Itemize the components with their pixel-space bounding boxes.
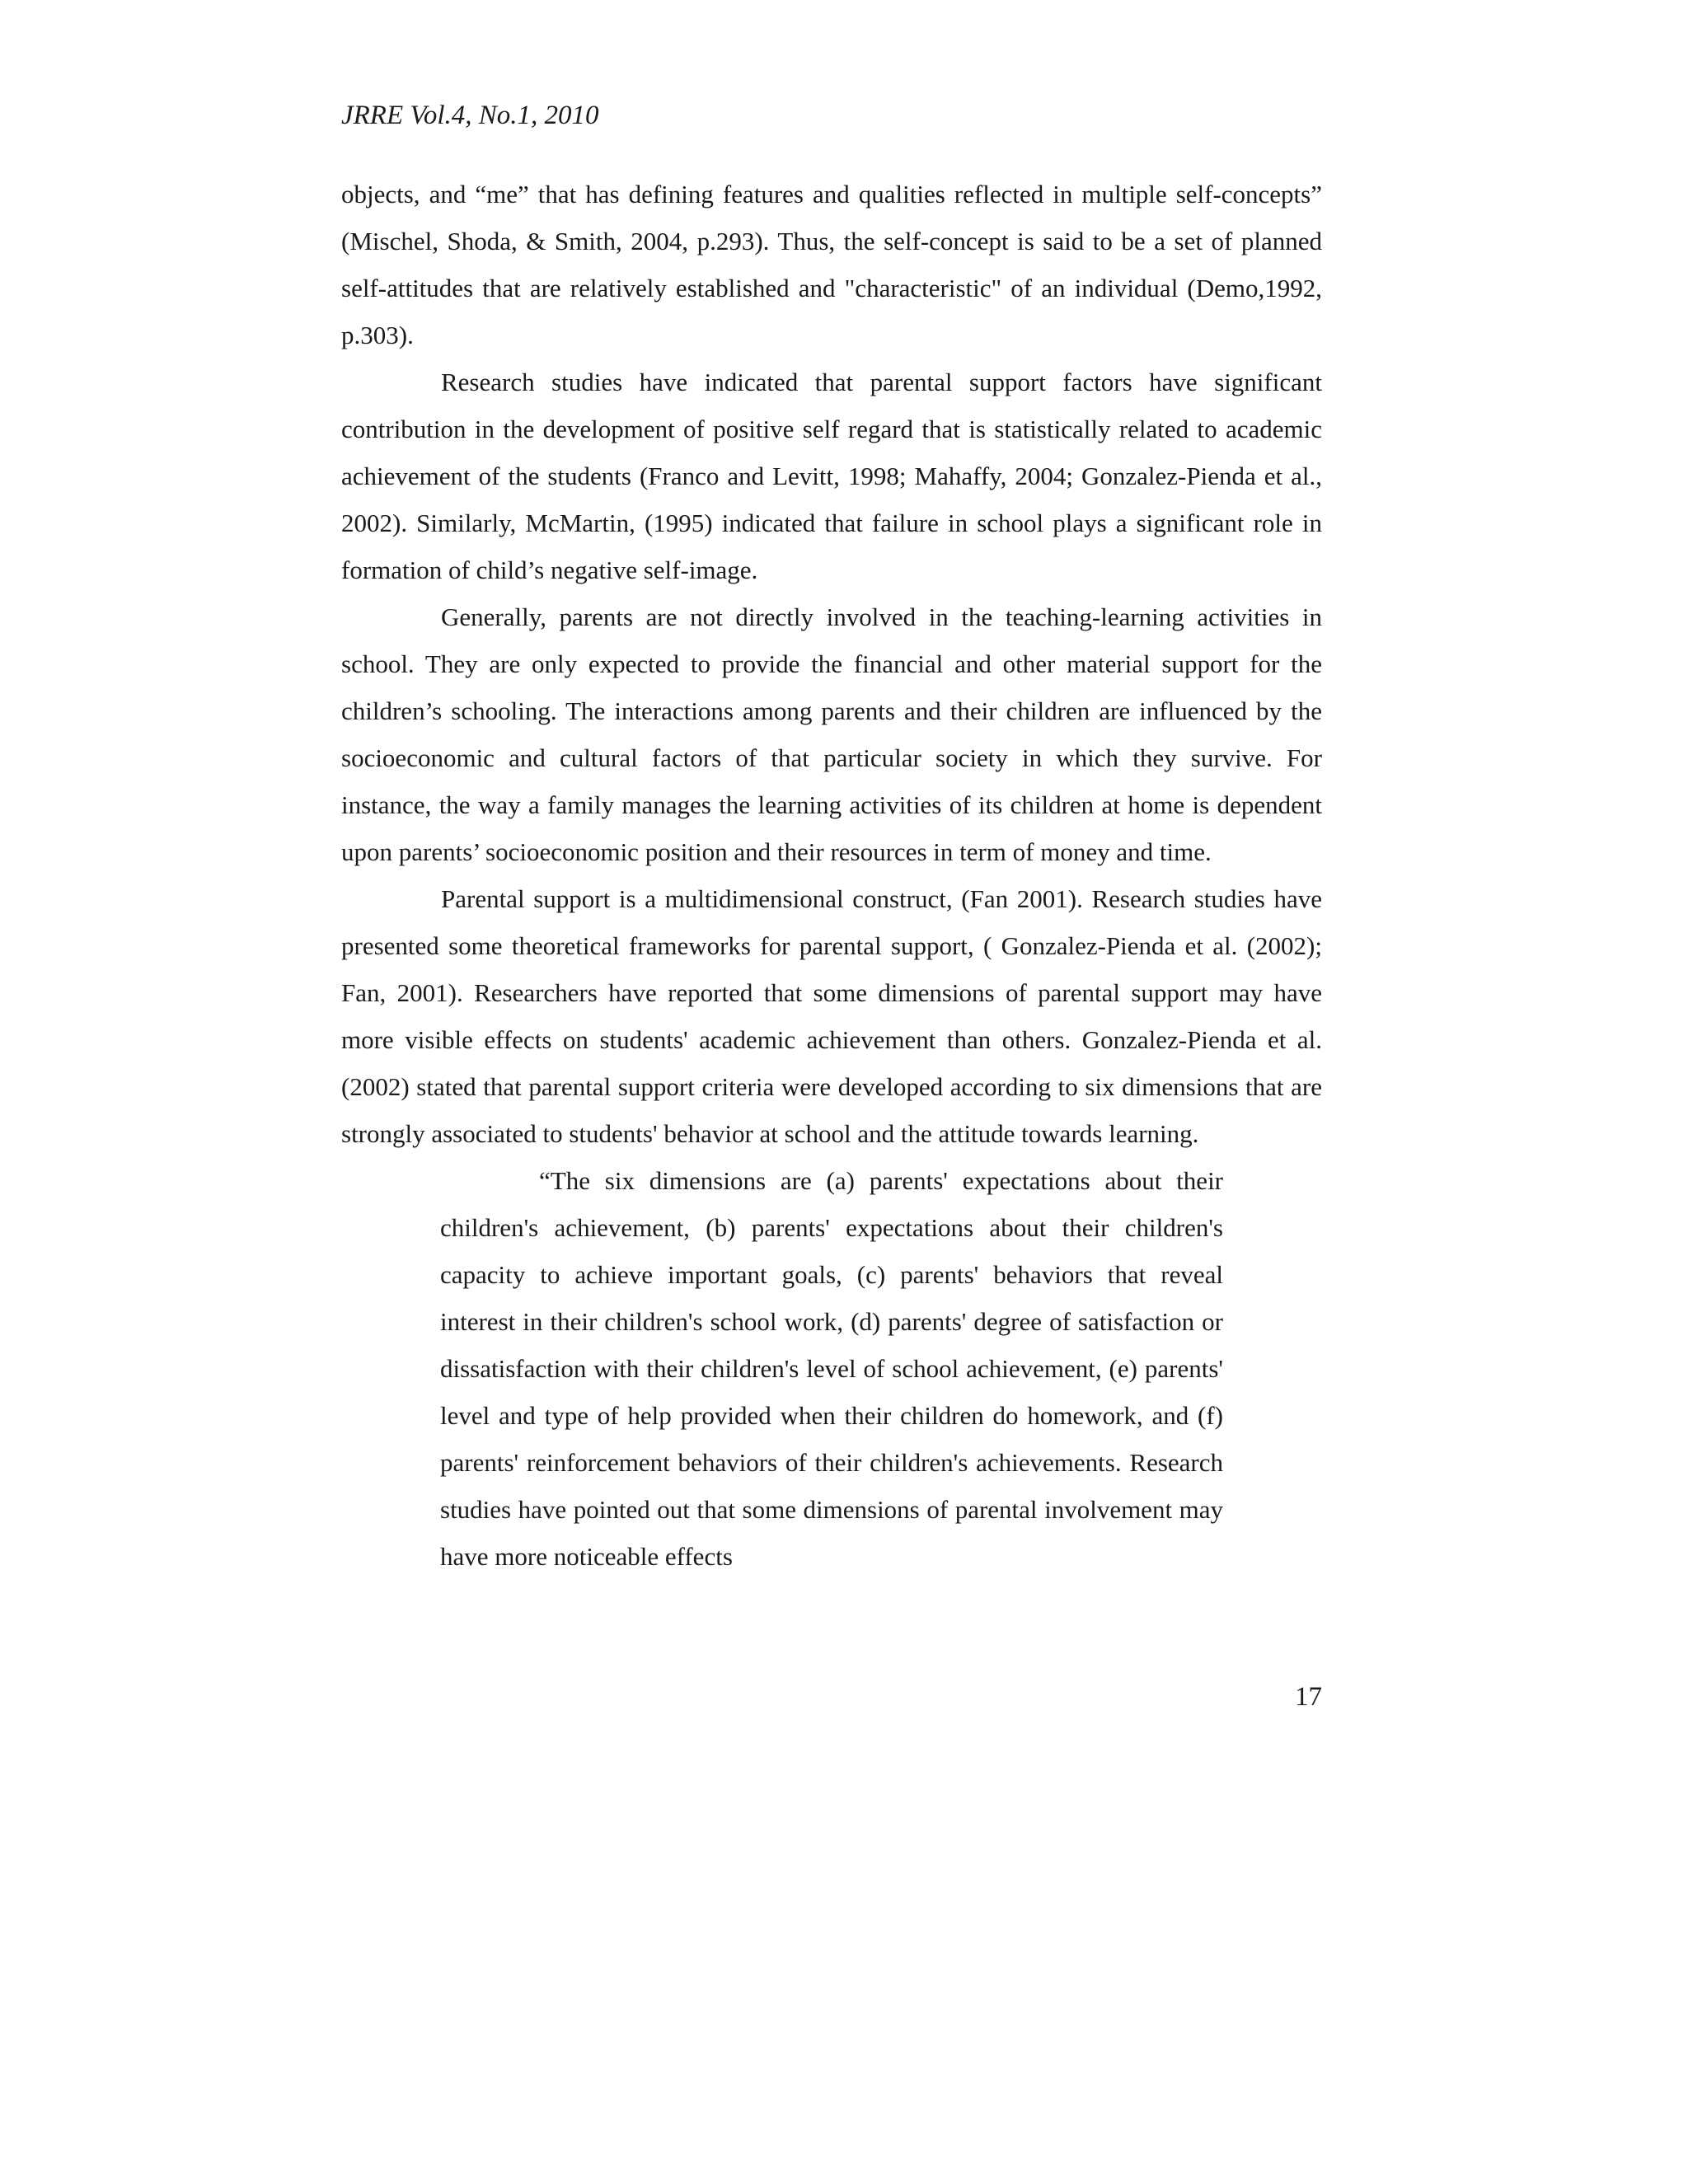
running-header: JRRE Vol.4, No.1, 2010: [341, 101, 599, 130]
paragraph-4: Parental support is a multidimensional construct, (Fan 2001). Research studies have presented some theoretical frameworks for parental support, ( Gonzalez-Pienda et al. (2002); Fan, 2001). Researchers have reported that some dimensions of parental support may have more visible effects on students' academic achievement than others. Gonzalez-Pienda et al. (2002) stated that parental support criteria were developed according to six dimensions that are strongly associated to students' behavior at school and the attitude towards learning.: [341, 884, 1322, 1148]
block-quote: “The six dimensions are (a) parents' expectations about their children's achievement, (b) parents' expectations about their children's capacity to achieve important goals, (c) parents' behaviors that reveal interest in their children's school work, (d) parents' degree of satisfaction or dissatisfaction with their children's level of school achievement, (e) parents' level and type of help provided when their children do homework, and (f) parents' reinforcement behaviors of their children's achievements. Research studies have pointed out that some dimensions of parental involvement may have more noticeable effects: [440, 1166, 1223, 1571]
body-text: [341, 171, 1322, 1580]
paragraph-2: Research studies have indicated that parental support factors have significant contribution in the development of positive self regard that is statistically related to academic achievement of the students (Franco and Levitt, 1998; Mahaffy, 2004; Gonzalez-Pienda et al., 2002). Similarly, McMartin, (1995) indicated that failure in school plays a significant role in formation of child’s negative self-image.: [341, 368, 1322, 584]
paragraph-1: objects, and “me” that has defining features and qualities reflected in multiple self-concepts” (Mischel, Shoda, & Smith, 2004, p.293). Thus, the self-concept is said to be a set of planned self-attitudes that are relatively established and "characteristic" of an individual (Demo,1992, p.303).: [341, 180, 1322, 349]
page-number: 17: [1295, 1682, 1322, 1712]
paragraph-3: Generally, parents are not directly involved in the teaching-learning activities in school. They are only expected to provide the financial and other material support for the children’s schooling. The interactions among parents and their children are influenced by the socioeconomic and cultural factors of that particular society in which they survive. For instance, the way a family manages the learning activities of its children at home is dependent upon parents’ socioeconomic position and their resources in term of money and time.: [341, 602, 1322, 866]
